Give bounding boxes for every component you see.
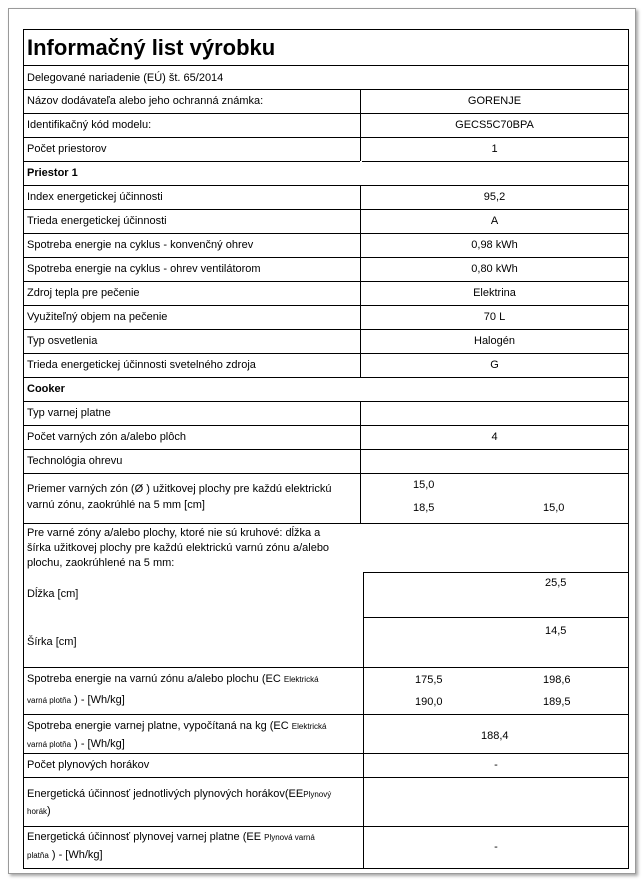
volume-value: 70 L [483,311,506,323]
gas-burner-efficiency-label-cont [27,804,51,819]
gas-hob-efficiency-subscript-1: Plynová varná [264,833,315,842]
gas-burners-label: Počet plynových horákov [27,759,150,771]
energy-class-label: Trieda energetickej účinnosti [27,215,167,227]
heat-source-label: Zdroj tepla pre pečenie [27,287,140,299]
table-border-bottom [23,868,629,869]
cavities-value: 1 [491,143,498,155]
conventional-consumption-label: Spotreba energie na cyklus - konvenčný ohrev [27,239,254,251]
diameter-label-line-2: varnú zónu, zaokrúhlé na 5 mm [cm] [27,499,205,511]
energy-class-value: A [490,215,499,227]
hob-consumption-unit: ) - [Wh/kg] [74,738,125,750]
model-value: GECS5C70BPA [455,119,534,131]
length-label: Dĺžka [cm] [27,588,79,600]
length-value: 25,5 [545,577,567,589]
gas-hob-efficiency-value: - [494,841,498,853]
supplier-label: Názov dodávateľa alebo jeho ochranná známka: [27,95,264,107]
gas-burner-efficiency-subscript-1: Plynový [303,790,332,799]
gas-burner-efficiency-subscript-2: horák [27,807,48,816]
fan-consumption-value: 0,80 kWh [471,263,518,275]
zone-consumption-label [27,672,319,687]
zone-consumption-value-1: 175,5 [415,674,443,686]
hob-consumption-subscript-1: Elektrická [291,722,327,731]
zone-consumption-value-4: 189,5 [543,696,571,708]
lighting-type-label: Typ osvetlenia [27,335,98,347]
noncircular-label-line-2: šírka užitkovej plochy pre každú elektrickú varnú zónu a/alebo [27,542,330,554]
heat-source-value: Elektrina [473,287,516,299]
zone-consumption-subscript-1: Elektrická [283,675,319,684]
supplier-value: GORENJE [467,95,522,107]
hob-consumption-label-cont [27,737,125,752]
gas-burner-efficiency-close: ) [47,805,51,817]
light-class-label: Trieda energetickej účinnosti svetelného zdroja [27,359,256,371]
diameter-value-3: 15,0 [543,502,565,514]
hob-consumption-label [27,719,326,734]
eei-value: 95,2 [483,191,506,203]
lighting-type-value: Halogén [474,335,515,347]
zones-label: Počet varných zón a/alebo plôch [27,431,186,443]
hob-consumption-value: 188,4 [481,730,509,742]
page-title: Informačný list výrobku [27,35,276,60]
gas-burner-efficiency-text: Energetická účinnosť jednotlivých plynových horákov(EE [27,788,304,800]
table-border-top [23,29,629,30]
gas-hob-efficiency-unit: ) - [Wh/kg] [51,849,103,861]
conventional-consumption-value: 0,98 kWh [471,239,518,251]
width-value: 14,5 [545,625,567,637]
model-label: Identifikačný kód modelu: [27,119,152,131]
hob-consumption-label-text: Spotreba energie varnej platne, vypočítaná na kg (EC [27,720,289,732]
noncircular-label-line-1: Pre varné zóny a/alebo plochy, ktoré nie sú kruhové: dĺžka a [27,527,321,539]
zone-consumption-value-2: 198,6 [543,674,571,686]
zone-consumption-subscript-2: varná plotňa [27,696,72,705]
zones-value: 4 [491,431,498,443]
hob-type-label: Typ varnej platne [27,407,111,419]
noncircular-label-line-3: plochu, zaokrúhlené na 5 mm: [27,557,175,569]
gas-hob-efficiency-text: Energetická účinnosť plynovej varnej platne (EE [27,831,262,843]
gas-hob-efficiency-label-cont [27,848,103,863]
cooker-section-heading: Cooker [27,383,65,395]
gas-hob-efficiency-subscript-2: platňa [27,851,49,860]
eei-label: Index energetickej účinnosti [27,191,163,203]
diameter-value-2: 18,5 [413,502,435,514]
hob-consumption-subscript-2: varná plotňa [27,740,72,749]
fan-consumption-label: Spotreba energie na cyklus - ohrev ventilátorom [27,263,261,275]
gas-burner-efficiency-label [27,787,331,802]
heating-technology-label: Technológia ohrevu [27,455,123,467]
width-label: Šírka [cm] [27,636,77,648]
diameter-value-1: 15,0 [413,479,435,491]
volume-label: Využiteľný objem na pečenie [27,311,168,323]
cavity-section-heading: Priestor 1 [27,167,78,179]
light-class-value: G [490,359,499,371]
regulation-reference: Delegované nariadenie (EÚ) št. 65/2014 [27,72,224,84]
zone-consumption-label-text: Spotreba energie na varnú zónu a/alebo plochu (EC [27,673,281,685]
gas-hob-efficiency-label [27,830,315,845]
product-sheet-page [8,8,636,874]
gas-burners-value: - [494,759,498,771]
zone-consumption-unit: ) - [Wh/kg] [74,694,125,706]
diameter-label-line-1: Priemer varných zón (Ø ) užitkovej plochy pre každú elektrickú [27,483,332,495]
zone-consumption-label-cont [27,693,125,708]
zone-consumption-value-3: 190,0 [415,696,443,708]
cavities-label: Počet priestorov [27,143,107,155]
